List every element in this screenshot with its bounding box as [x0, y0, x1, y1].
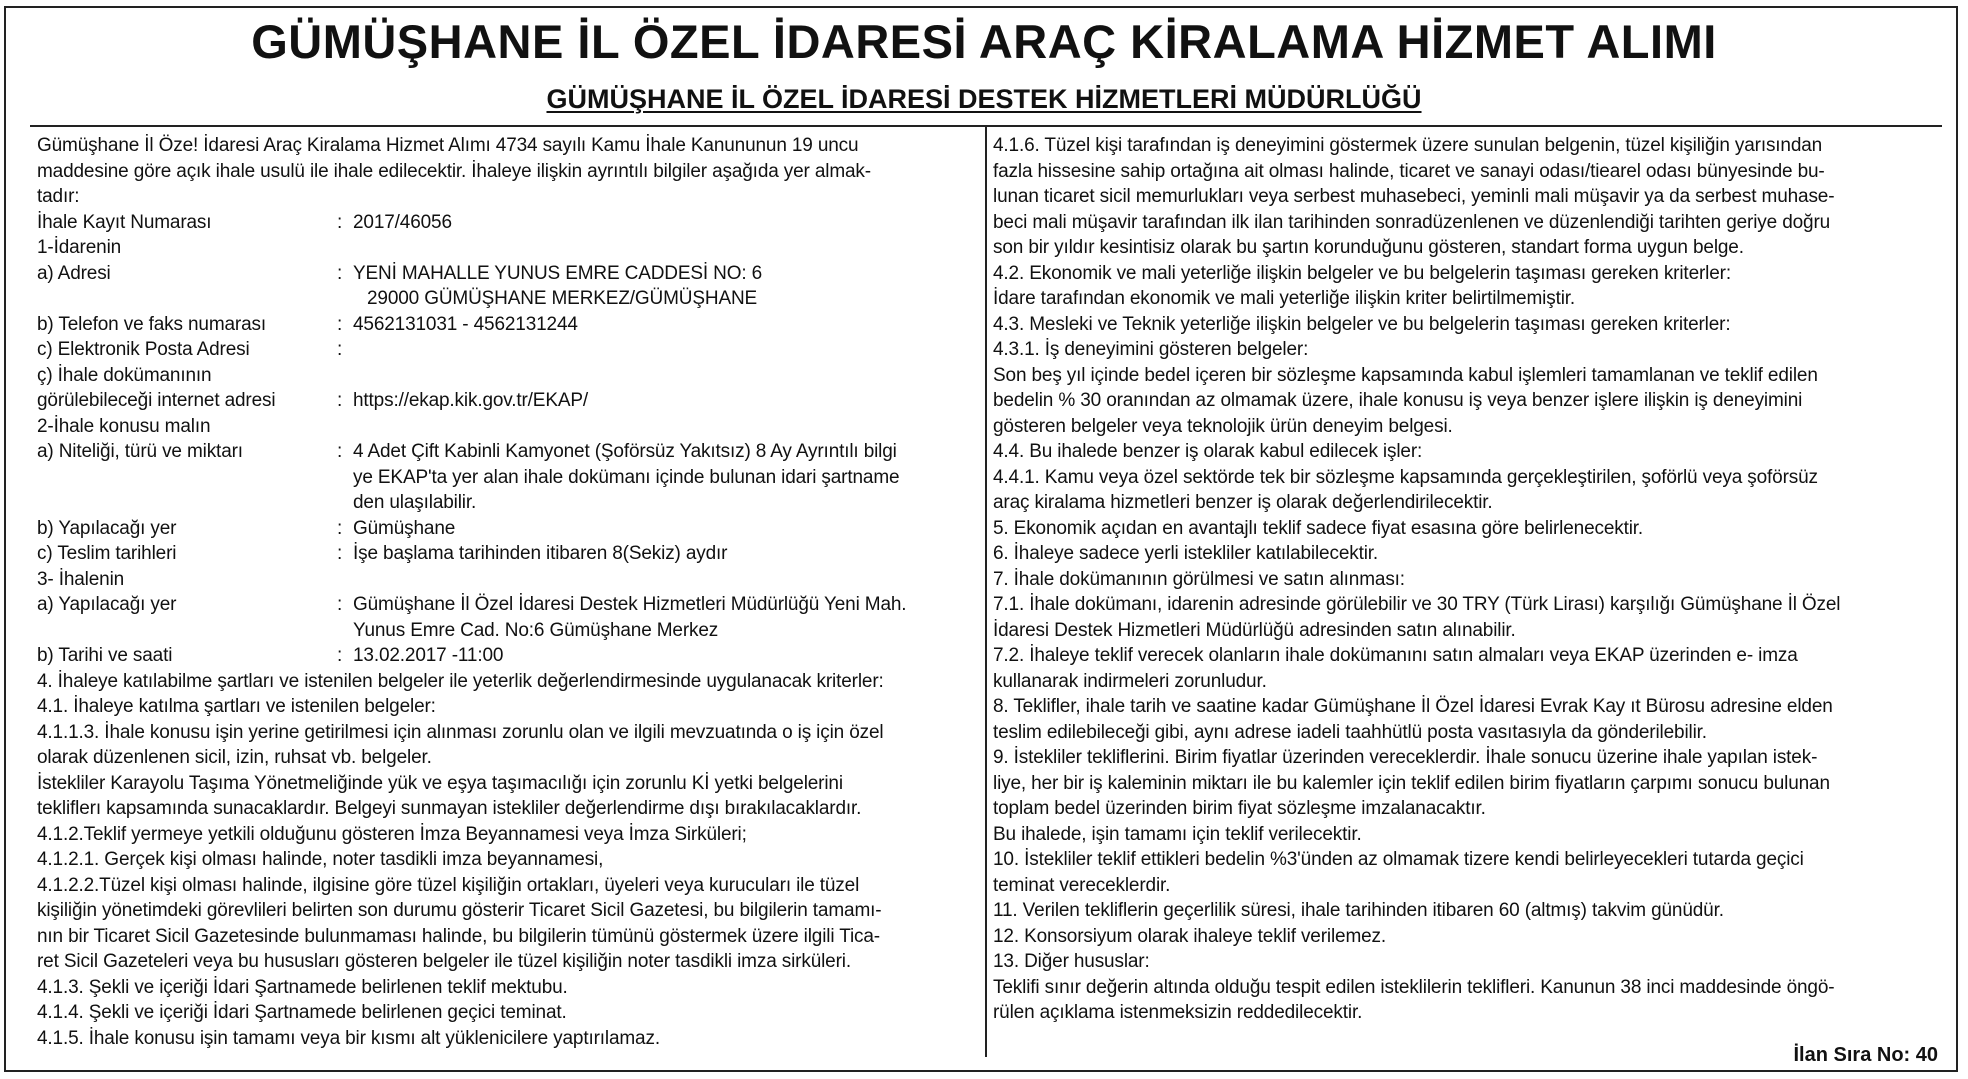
field-value: 13.02.2017 -11:00 [353, 645, 504, 666]
field-value: İşe başlama tarihinden itibaren 8(Sekiz) aydır [353, 543, 728, 564]
body-line: nın bir Ticaret Sicil Gazetesinde bulunmaması halinde, bu bilgilerin tümünü göstermek üzere ilgili Tica- [37, 925, 880, 947]
intro-line: Gümüşhane İl Öze! İdaresi Araç Kiralama Hizmet Alımı 4734 sayılı Kamu İhale Kanununun 19 uncu [37, 135, 859, 156]
body-line: 7.1. İhale dokümanı, idarenin adresinde görülebilir ve 30 TRY (Türk Lirası) karşılığı Gümüşhane İl Özel [993, 594, 1841, 615]
body-line: ret Sicil Gazeteleri veya bu hususları gösteren belgeler ile tüzel kişiliğin noter tasdikli imza sirküleri. [37, 951, 851, 972]
field-internet [37, 388, 982, 414]
field-value: 2017/46056 [353, 211, 452, 233]
body-line: teslim edilebileceği gibi, aynı adrese iadeli taahhütlü posta vasıtasıyla da gönderilebilir. [993, 721, 1707, 743]
body-line: araç kiralama hizmetleri benzer iş olarak değerlendirilecektir. [993, 492, 1493, 513]
body-line: 8. Teklifler, ihale tarih ve saatine kadar Gümüşhane İl Özel İdaresi Evrak Kay ıt Bürosu adresine elden [993, 696, 1833, 717]
body-line: Bu ihalede, işin tamamı için teklif verilecektir. [993, 823, 1362, 845]
field-label: c) Teslim tarihleri [37, 543, 177, 564]
body-line: 4.1.2.Teklif yermeye yetkili olduğunu gösteren İmza Beyannamesi veya İmza Sirküleri; [37, 823, 747, 845]
body-line: 4.4.1. Kamu veya özel sektörde tek bir sözleşme kapsamında gerçekleştirilen, şoförlü veya şoförsüz [993, 466, 1818, 488]
field-niteligi [37, 439, 982, 465]
intro-line: tadır: [37, 186, 80, 207]
body-line: 6. İhaleye sadece yerli istekliler katılabilecektir. [993, 543, 1379, 564]
field-label: görülebileceği internet adresi [37, 390, 276, 411]
body-line: 4.4. Bu ihalede benzer iş olarak kabul edilecek işler: [993, 441, 1423, 462]
ilan-sira-no: İlan Sıra No: 40 [1793, 1044, 1938, 1066]
field-value-continued: Yunus Emre Cad. No:6 Gümüşhane Merkez [353, 619, 719, 641]
field-colon: : [337, 211, 343, 233]
body-line: İdare tarafından ekonomik ve mali yeterliğe ilişkin kriter belirtilmemiştir. [993, 288, 1576, 309]
field-colon: : [337, 262, 343, 284]
field-value-continued: 29000 GÜMÜŞHANE MERKEZ/GÜMÜŞHANE [367, 288, 758, 309]
page-subtitle: GÜMÜŞHANE İL ÖZEL İDARESİ DESTEK HİZMETLERİ MÜDÜRLÜĞÜ [546, 84, 1422, 114]
body-line: 4.3.1. İş deneyimini gösteren belgeler: [993, 339, 1309, 360]
body-line: 10. İstekliler teklif ettikleri bedelin %3'ünden az olmamak tizere kendi belirleyecekleri tutarda geçici [993, 849, 1804, 870]
field-colon: : [337, 390, 343, 411]
body-line: 13. Diğer hususlar: [993, 951, 1150, 972]
field-value: Gümüşhane [353, 517, 456, 539]
body-line: gösteren belgeler veya teknolojik ürün deneyim belgesi. [993, 415, 1453, 437]
field-colon: : [337, 517, 343, 539]
body-line: 5. Ekonomik açıdan en avantajlı teklif sadece fiyat esasına göre belirlenecektir. [993, 517, 1644, 539]
body-line: son bir yıldır kesintisiz olarak bu şartın korunduğunu gösteren, standart forma uygun belge. [993, 237, 1744, 258]
field-label: b) Telefon ve faks numarası [37, 313, 266, 335]
field-label: b) Yapılacağı yer [37, 517, 177, 539]
body-line: bedelin % 30 oranından az olmamak üzere, ihale konusu iş veya benzer işlere ilişkin iş deneyimini [993, 390, 1803, 411]
field-value: Gümüşhane İl Özel İdaresi Destek Hizmetleri Müdürlüğü Yeni Mah. [353, 594, 907, 615]
field-teslim [37, 541, 982, 567]
right-column [993, 133, 1933, 1026]
field-adres [37, 261, 982, 287]
field-value: 4562131031 - 4562131244 [353, 313, 578, 335]
body-line: 4.1.2.2.Tüzel kişi olması halinde, ilgisine göre tüzel kişiliğin ortakları, üyeleri veya kurucuları ile tüzel [37, 874, 860, 896]
body-line: lunan ticaret sicil memurlukları veya serbest muhasebeci, yeminli mali müşavir ya da serbest muhase- [993, 186, 1835, 207]
field-label: a) Adresi [37, 262, 111, 284]
body-line: rülen açıklama istenmeksizin reddedilecektir. [993, 1002, 1363, 1023]
body-line: tekliflerı kapsamında sunacaklardır. Belgeyi sunmayan istekliler değerlendirme dışı bırakılacaklardır. [37, 798, 862, 819]
body-line: 4.1.1.3. İhale konusu işin yerine getirilmesi için alınması zorunlu olan ve ilgili mevzuatında o iş için özel [37, 721, 884, 743]
body-line: 7. İhale dokümanının görülmesi ve satın alınması: [993, 568, 1405, 590]
field-colon: : [337, 594, 343, 615]
body-line: 4.1.3. Şekli ve içeriği İdari Şartnamede belirlenen teklif mektubu. [37, 976, 568, 998]
body-line: İdaresi Destek Hizmetleri Müdürlüğü adresinden satın alınabilir. [993, 619, 1516, 641]
field-eposta [37, 337, 982, 363]
left-column [37, 133, 982, 1051]
intro-line: maddesine göre açık ihale usulü ile ihale edilecektir. İhaleye ilişkin ayrıntılı bilgiler aşağıda yer almak- [37, 160, 871, 182]
body-line: Son beş yıl içinde bedel içeren bir sözleşme kapsamında kabul işlemleri tamamlanan ve teklif edilen [993, 364, 1818, 386]
field-colon: : [337, 645, 343, 666]
field-colon: : [337, 313, 343, 335]
section-heading: 3- İhalenin [37, 568, 125, 590]
field-kayit [37, 210, 982, 236]
body-line: toplam bedel üzerinden birim fiyat sözleşme imzalanacaktır. [993, 798, 1486, 819]
body-line: beci mali müşavir tarafından ilk ilan tarihinden sonradüzenlenen ve düzenlendiği tarihten geriye doğru [993, 211, 1831, 233]
body-line: 4.3. Mesleki ve Teknik yeterliğe ilişkin belgeler ve bu belgelerin taşıması gereken kriterler: [993, 313, 1731, 335]
column-divider [985, 127, 987, 1057]
field-colon: : [337, 441, 343, 462]
body-line: 11. Verilen tekliflerin geçerlilik süresi, ihale tarihinden itibaren 60 (altmış) takvim günüdür. [993, 900, 1724, 921]
field-value: 4 Adet Çift Kabinli Kamyonet (Şoförsüz Yakıtsız) 8 Ay Ayrıntılı bilgi [353, 441, 897, 462]
field-yapilacagi [37, 516, 982, 542]
field-telefon [37, 312, 982, 338]
body-line: 9. İstekliler tekliflerini. Birim fiyatlar üzerinden vereceklerdir. İhale sonucu üzerine ihale yapılan istek- [993, 747, 1818, 768]
field-value: YENİ MAHALLE YUNUS EMRE CADDESİ NO: 6 [353, 262, 763, 284]
section-heading: 1-İdarenin [37, 237, 122, 258]
body-line: 4.1.5. İhale konusu işin tamamı veya bir kısmı alt yüklenicilere yaptırılamaz. [37, 1027, 660, 1049]
field-colon: : [337, 339, 343, 360]
body-line: 4.2. Ekonomik ve mali yeterliğe ilişkin belgeler ve bu belgelerin taşıması gereken kriterler: [993, 262, 1731, 284]
body-line: teminat vereceklerdir. [993, 874, 1171, 896]
body-line: kullanarak indirmeleri zorunludur. [993, 670, 1267, 692]
field-label: a) Yapılacağı yer [37, 594, 177, 615]
body-line: 4.1.4. Şekli ve içeriği İdari Şartnamede belirlenen geçici teminat. [37, 1002, 567, 1023]
field-value-continued: ye EKAP'ta yer alan ihale dokümanı içinde bulunan idari şartname [353, 466, 900, 488]
page-title: GÜMÜŞHANE İL ÖZEL İDARESİ ARAÇ KİRALAMA HİZMET ALIMI [251, 15, 1717, 68]
ekap-url: https://ekap.kik.gov.tr/EKAP/ [353, 390, 589, 411]
body-line: 7.2. İhaleye teklif verecek olanların ihale dokümanını satın almaları veya EKAP üzerinden e- imza [993, 645, 1798, 666]
body-line: liye, her bir iş kaleminin miktarı ile bu kalemler için teklif edilen birim fiyatların çarpımı sonucu bulunan [993, 772, 1830, 794]
body-line: 4. İhaleye katılabilme şartları ve istenilen belgeler ile yeterlik değerlendirmesinde uygulanacak kriterler: [37, 670, 884, 692]
section-heading: 2-İhale konusu malın [37, 415, 211, 437]
body-line: 12. Konsorsiyum olarak ihaleye teklif verilemez. [993, 925, 1387, 947]
field-value-continued: den ulaşılabilir. [353, 492, 477, 513]
field-tarih [37, 643, 982, 669]
field-value [353, 337, 982, 363]
body-line: kişiliğin yönetimdeki görevlileri belirten son durumu gösterir Ticaret Sicil Gazetesi, bu bilgilerin tamamı- [37, 900, 882, 921]
field-ihale-yer [37, 592, 982, 618]
field-colon: : [337, 543, 343, 564]
field-label: b) Tarihi ve saati [37, 645, 173, 666]
field-label-line: ç) İhale dokümanının [37, 364, 212, 386]
body-line: olarak düzenlenen sicil, izin, ruhsat vb. belgeler. [37, 747, 432, 768]
body-line: 4.1. İhaleye katılma şartları ve istenilen belgeler: [37, 696, 436, 717]
body-line: Teklifi sınır değerin altında olduğu tespit edilen isteklilerin teklifleri. Kanunun 38 inci maddesinde öngö- [993, 976, 1835, 998]
body-line: İstekliler Karayolu Taşıma Yönetmeliğinde yük ve eşya taşımacılığı için zorunlu Kİ yetki belgelerini [37, 772, 843, 794]
body-line: fazla hissesine sahip ortağına ait olması halinde, ticaret ve sanayi odası/tiearel odası bünyesinde bu- [993, 160, 1825, 182]
body-line: 4.1.6. Tüzel kişi tarafından iş deneyimini göstermek üzere sunulan belgenin, tüzel kişiliğin yarısından [993, 135, 1823, 156]
body-line: 4.1.2.1. Gerçek kişi olması halinde, noter tasdikli imza beyannamesi, [37, 849, 604, 870]
field-label: İhale Kayıt Numarası [37, 211, 212, 233]
field-label: c) Elektronik Posta Adresi [37, 339, 250, 360]
field-label: a) Niteliği, türü ve miktarı [37, 441, 243, 462]
